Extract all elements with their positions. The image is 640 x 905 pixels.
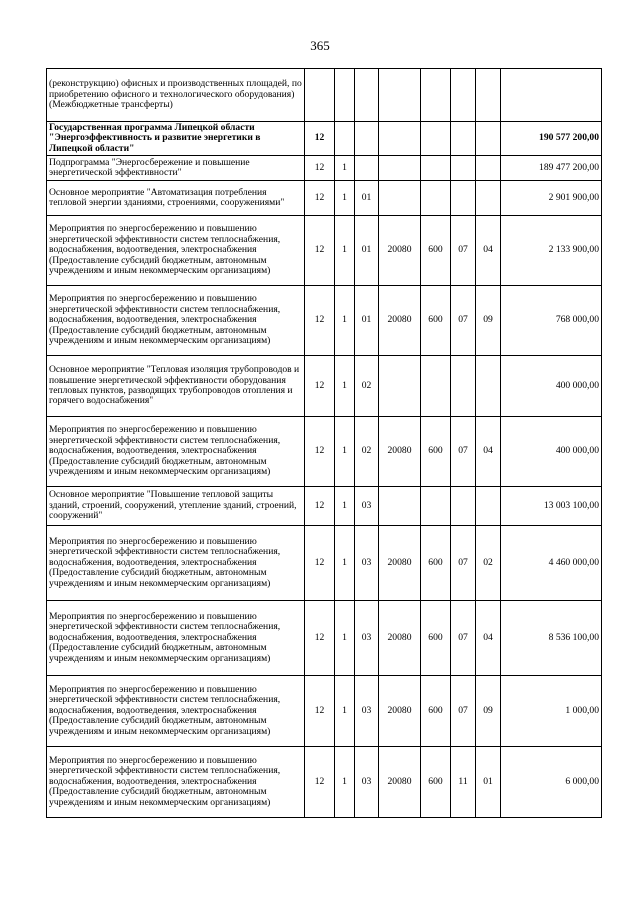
table-row [47, 356, 602, 417]
row-name-cell: Основное мероприятие "Повышение тепловой защиты зданий, строений, сооружений, утепление зданий, строений, сооружений" [47, 487, 305, 526]
budget-table [46, 68, 602, 818]
table-row [47, 181, 602, 216]
row-code-cell: 600 [421, 216, 451, 286]
row-code-cell [379, 156, 421, 181]
row-code-cell: 12 [305, 417, 335, 487]
row-code-cell: 07 [451, 286, 476, 356]
row-name-cell: Мероприятия по энергосбережению и повышению энергетической эффективности систем теплоснабжения, водоснабжения, водоотведения, электроснабжения (Предоставление субсидий бюджетным, автономным учреждениям и иным некоммерческим организациям) [47, 216, 305, 286]
row-code-cell [451, 356, 476, 417]
row-code-cell: 1 [335, 601, 355, 676]
row-code-cell [379, 356, 421, 417]
row-code-cell: 03 [355, 526, 379, 601]
row-code-cell [421, 181, 451, 216]
table-row [47, 526, 602, 601]
row-code-cell: 20080 [379, 286, 421, 356]
row-code-cell [335, 69, 355, 122]
table-row [47, 747, 602, 818]
row-code-cell: 12 [305, 356, 335, 417]
row-code-cell: 07 [451, 417, 476, 487]
row-name-cell: Мероприятия по энергосбережению и повышению энергетической эффективности систем теплоснабжения, водоснабжения, водоотведения, электроснабжения (Предоставление субсидий бюджетным, автономным учреждениям и иным некоммерческим организациям) [47, 526, 305, 601]
row-code-cell [305, 69, 335, 122]
row-code-cell: 12 [305, 286, 335, 356]
row-amount-cell: 768 000,00 [501, 286, 602, 356]
row-code-cell: 11 [451, 747, 476, 818]
row-code-cell: 02 [476, 526, 501, 601]
row-code-cell: 12 [305, 747, 335, 818]
row-code-cell [421, 69, 451, 122]
row-code-cell: 1 [335, 526, 355, 601]
table-row [47, 601, 602, 676]
row-amount-cell: 2 901 900,00 [501, 181, 602, 216]
row-amount-cell: 400 000,00 [501, 356, 602, 417]
row-name-cell: Мероприятия по энергосбережению и повышению энергетической эффективности систем теплоснабжения, водоснабжения, водоотведения, электроснабжения (Предоставление субсидий бюджетным, автономным учреждениям и иным некоммерческим организациям) [47, 286, 305, 356]
row-name-cell: Государственная программа Липецкой области "Энергоэффективность и развитие энергетики в Липецкой области" [47, 122, 305, 156]
row-code-cell: 600 [421, 747, 451, 818]
row-code-cell: 1 [335, 487, 355, 526]
row-amount-cell: 400 000,00 [501, 417, 602, 487]
row-code-cell: 02 [355, 356, 379, 417]
row-code-cell [476, 181, 501, 216]
row-code-cell [476, 487, 501, 526]
row-name-cell: (реконструкцию) офисных и производственных площадей, по приобретению офисного и технологического оборудования) (Межбюджетные трансферты) [47, 69, 305, 122]
row-code-cell [421, 487, 451, 526]
row-code-cell [421, 122, 451, 156]
row-code-cell: 01 [355, 286, 379, 356]
row-code-cell: 1 [335, 181, 355, 216]
row-name-cell: Мероприятия по энергосбережению и повышению энергетической эффективности систем теплоснабжения, водоснабжения, водоотведения, электроснабжения (Предоставление субсидий бюджетным, автономным учреждениям и иным некоммерческим организациям) [47, 601, 305, 676]
row-amount-cell: 8 536 100,00 [501, 601, 602, 676]
row-code-cell: 01 [476, 747, 501, 818]
row-code-cell: 1 [335, 676, 355, 747]
row-code-cell: 07 [451, 676, 476, 747]
row-code-cell [335, 122, 355, 156]
row-code-cell [355, 69, 379, 122]
row-name-cell: Подпрограмма "Энергосбережение и повышение энергетической эффективности" [47, 156, 305, 181]
table-row [47, 286, 602, 356]
row-code-cell: 07 [451, 216, 476, 286]
row-name-cell: Основное мероприятие "Тепловая изоляция трубопроводов и повышение энергетической эффективности оборудования тепловых пунктов, разводящих трубопроводов отопления и горячего водоснабжения" [47, 356, 305, 417]
row-code-cell: 600 [421, 676, 451, 747]
row-code-cell: 07 [451, 526, 476, 601]
row-code-cell: 1 [335, 216, 355, 286]
row-code-cell: 20080 [379, 417, 421, 487]
row-amount-cell: 4 460 000,00 [501, 526, 602, 601]
row-code-cell [379, 122, 421, 156]
row-code-cell: 01 [355, 216, 379, 286]
row-code-cell: 20080 [379, 747, 421, 818]
row-code-cell [451, 181, 476, 216]
row-name-cell: Мероприятия по энергосбережению и повышению энергетической эффективности систем теплоснабжения, водоснабжения, водоотведения, электроснабжения (Предоставление субсидий бюджетным, автономным учреждениям и иным некоммерческим организациям) [47, 417, 305, 487]
row-code-cell: 1 [335, 286, 355, 356]
row-code-cell [451, 156, 476, 181]
row-code-cell [476, 356, 501, 417]
row-code-cell: 12 [305, 487, 335, 526]
row-code-cell: 600 [421, 526, 451, 601]
row-amount-cell: 189 477 200,00 [501, 156, 602, 181]
row-code-cell [355, 156, 379, 181]
table-row [47, 122, 602, 156]
row-code-cell [379, 181, 421, 216]
row-code-cell: 1 [335, 747, 355, 818]
row-code-cell: 12 [305, 122, 335, 156]
table-row [47, 676, 602, 747]
row-code-cell [476, 156, 501, 181]
row-code-cell: 12 [305, 156, 335, 181]
row-amount-cell: 1 000,00 [501, 676, 602, 747]
row-code-cell: 04 [476, 216, 501, 286]
row-amount-cell: 2 133 900,00 [501, 216, 602, 286]
row-code-cell [451, 122, 476, 156]
row-code-cell: 12 [305, 676, 335, 747]
table-row [47, 417, 602, 487]
row-code-cell: 12 [305, 216, 335, 286]
row-code-cell: 03 [355, 487, 379, 526]
row-code-cell [476, 69, 501, 122]
row-code-cell: 600 [421, 417, 451, 487]
row-code-cell: 03 [355, 676, 379, 747]
table-row [47, 216, 602, 286]
row-code-cell: 02 [355, 417, 379, 487]
row-code-cell: 1 [335, 156, 355, 181]
row-code-cell [476, 122, 501, 156]
row-code-cell: 04 [476, 601, 501, 676]
row-code-cell [421, 356, 451, 417]
table-body [47, 69, 602, 818]
row-code-cell: 12 [305, 601, 335, 676]
row-code-cell: 09 [476, 676, 501, 747]
row-code-cell [379, 487, 421, 526]
row-code-cell: 1 [335, 356, 355, 417]
row-code-cell [421, 156, 451, 181]
table-row [47, 487, 602, 526]
row-amount-cell [501, 69, 602, 122]
table-row [47, 156, 602, 181]
row-amount-cell: 190 577 200,00 [501, 122, 602, 156]
row-code-cell: 20080 [379, 526, 421, 601]
row-code-cell: 600 [421, 601, 451, 676]
row-name-cell: Основное мероприятие "Автоматизация потребления тепловой энергии зданиями, строениями, сооружениями" [47, 181, 305, 216]
row-code-cell: 20080 [379, 601, 421, 676]
page-number: 365 [310, 38, 330, 53]
row-code-cell: 07 [451, 601, 476, 676]
row-name-cell: Мероприятия по энергосбережению и повышению энергетической эффективности систем теплоснабжения, водоснабжения, водоотведения, электроснабжения (Предоставление субсидий бюджетным, автономным учреждениям и иным некоммерческим организациям) [47, 676, 305, 747]
row-code-cell: 1 [335, 417, 355, 487]
table-row [47, 69, 602, 122]
row-code-cell [379, 69, 421, 122]
row-code-cell: 03 [355, 601, 379, 676]
row-code-cell: 20080 [379, 216, 421, 286]
row-amount-cell: 13 003 100,00 [501, 487, 602, 526]
row-code-cell [451, 69, 476, 122]
row-code-cell: 09 [476, 286, 501, 356]
row-name-cell: Мероприятия по энергосбережению и повышению энергетической эффективности систем теплоснабжения, водоснабжения, водоотведения, электроснабжения (Предоставление субсидий бюджетным, автономным учреждениям и иным некоммерческим организациям) [47, 747, 305, 818]
row-code-cell: 600 [421, 286, 451, 356]
row-code-cell: 12 [305, 181, 335, 216]
row-code-cell [355, 122, 379, 156]
row-code-cell: 12 [305, 526, 335, 601]
row-code-cell: 04 [476, 417, 501, 487]
row-code-cell: 03 [355, 747, 379, 818]
row-code-cell [451, 487, 476, 526]
row-code-cell: 01 [355, 181, 379, 216]
row-amount-cell: 6 000,00 [501, 747, 602, 818]
row-code-cell: 20080 [379, 676, 421, 747]
